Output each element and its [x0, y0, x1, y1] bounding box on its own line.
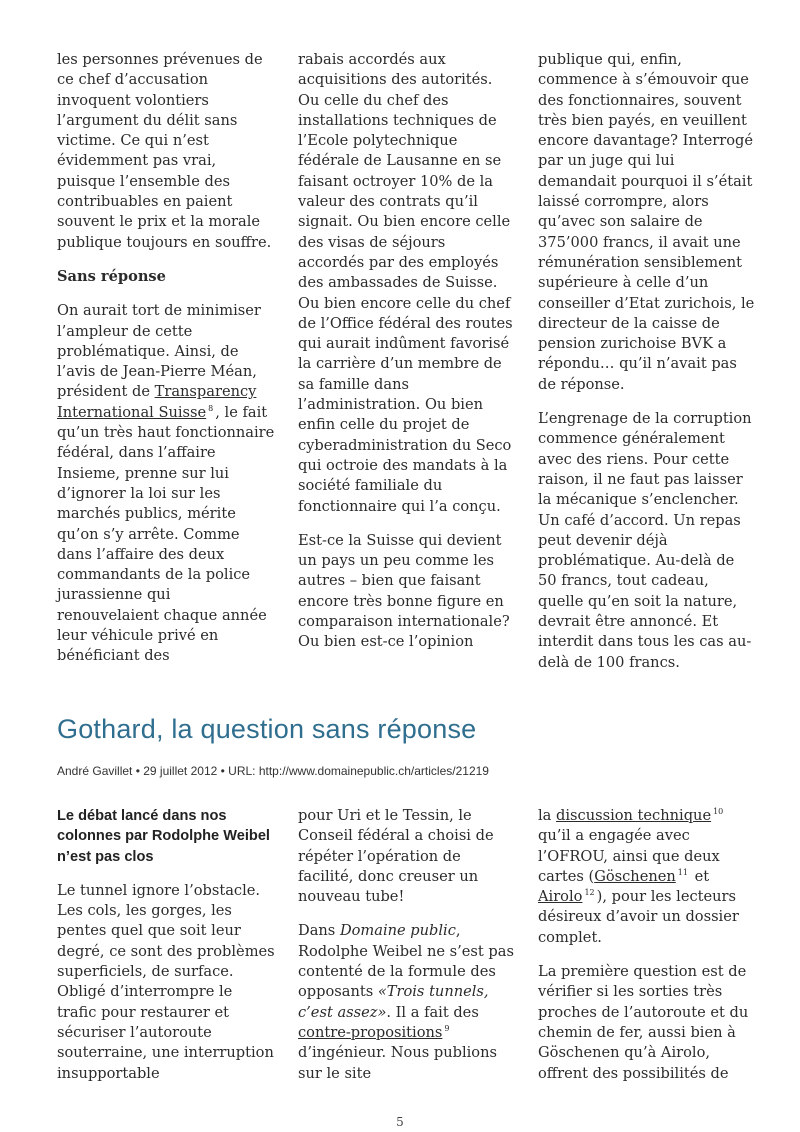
paragraph: On aurait tort de minimiser l’ampleur de cette problématique. Ainsi, de l’avis de Jean-Pierre Méan, président de Transparency International Suisse $^8$ , le fait qu’un très haut fonctionnaire fédéral, dans l’affaire Insieme, prenne sur lui d’ignorer la loi sur les marchés publics, mérite qu’on s’y arrête. Comme dans l’affaire des deux commandants de la police jurassienne qui renouvelaient chaque année leur véhicule privé en bénéficiant des — [57, 302, 275, 665]
discussion-technique-link[interactable]: discussion technique — [556, 807, 712, 824]
article-lead: Le débat lancé dans nos colonnes par Rodolphe Weibel n’est pas clos — [57, 808, 270, 865]
top-column-3 — [538, 50, 756, 687]
article-title: Gothard, la question sans réponse — [57, 714, 477, 744]
article-column-3 — [538, 806, 756, 1098]
article-byline: André Gavillet • 29 juillet 2012 • URL: http://www.domainepublic.ch/articles/21219 — [57, 764, 489, 778]
airolo-link[interactable]: Airolo — [538, 888, 583, 906]
section-heading: Sans réponse — [57, 267, 166, 285]
page-number: 5 — [396, 1115, 404, 1129]
goschenen-link[interactable]: Göschenen — [594, 867, 676, 885]
paragraph: rabais accordés aux acquisitions des autorités. Ou celle du chef des installations techniques de l’Ecole polytechnique fédérale de Lausanne en se faisant octroyer 10% de la valeur des contrats qu’il signait. Ou bien encore celle des visas de séjours accordés par des employés des ambassades de Suisse. Ou bien encore celle du chef de l’Office fédéral des routes qui aurait indûment favorisé la carrière d’un membre de sa famille dans l’administration. Ou bien enfin celle du projet de cyberadministration du Seco qui octroie des mandats à la société familiale du fonctionnaire qui l’a conçu. — [298, 51, 513, 515]
paragraph: Dans Domaine public, Rodolphe Weibel ne s’est pas contenté de la formule des opposants «Trois tunnels, c’est assez». Il a fait des contre-propositions $^9$ d’ingénieur. Nous publions sur le site — [298, 922, 514, 1082]
top-column-1 — [57, 50, 275, 681]
article-column-1 — [57, 806, 275, 1098]
paragraph: la discussion technique $^{10}$ qu’il a engagée avec l’OFROU, ainsi que deux cartes (Göschenen $^{11}$ et Airolo $^{12}$ ), pour les lecteurs désireux d’avoir un dossier complet. — [538, 807, 739, 946]
top-column-2 — [298, 50, 516, 667]
paragraph: Est-ce la Suisse qui devient un pays un peu comme les autres – bien que faisant encore très bonne figure en comparaison internationale? Ou bien est-ce l’opinion — [298, 531, 510, 651]
footnote-ref[interactable]: 11 — [677, 868, 688, 878]
paragraph: L’engrenage de la corruption commence généralement avec des riens. Pour cette raison, il ne faut pas laisser la mécanique s’enclencher. Un café d’accord. Un repas peut devenir déjà problématique. Au-delà de 50 francs, tout cadeau, quelle qu’en soit la nature, devrait être annoncé. Et interdit dans tous les cas au-delà de 100 francs. — [538, 410, 752, 671]
paragraph: les personnes prévenues de ce chef d’accusation invoquent volontiers l’argument du délit sans victime. Ce qui n’est évidemment pas vrai, puisque l’ensemble des contribuables en paient souvent le prix et la morale publique toujours en souffre. — [57, 51, 272, 251]
paragraph: Le tunnel ignore l’obstacle. Les cols, les gorges, les pentes quel que soit leur degré, ce sont des problèmes superficiels, de surface. Obligé d’interrompre le trafic pour restaurer et sécuriser l’autoroute souterraine, une interruption insupportable — [57, 881, 275, 1082]
paragraph: publique qui, enfin, commence à s’émouvoir que des fonctionnaires, souvent très bien payés, en veuillent encore davantage? Interrogé par un juge qui lui demandait pourquoi il s’était laissé corrompre, alors qu’avec son salaire de 375’000 francs, il avait une rémunération sensiblement supérieure à celle d’un conseiller d’Etat zurichois, le directeur de la caisse de pension zurichoise BVK a répondu… qu’il n’avait pas de réponse. — [538, 51, 755, 393]
contre-propositions-link[interactable]: contre-propositions — [298, 1023, 443, 1041]
footnote-ref[interactable]: 8 — [208, 403, 214, 413]
paragraph: La première question est de vérifier si les sorties très proches de l’autoroute et du chemin de fer, aussi bien à Göschenen qu’à Airolo, offrent des possibilités de — [538, 963, 749, 1082]
footnote-ref[interactable]: 10 — [713, 807, 724, 817]
transparency-international-link[interactable]: Transparency International Suisse — [57, 383, 257, 421]
footnote-ref[interactable]: 12 — [584, 888, 595, 898]
footnote-ref[interactable]: 9 — [444, 1024, 450, 1034]
article-column-2 — [298, 806, 516, 1098]
paragraph: pour Uri et le Tessin, le Conseil fédéral a choisi de répéter l’opération de facilité, donc creuser un nouveau tube! — [298, 807, 494, 906]
